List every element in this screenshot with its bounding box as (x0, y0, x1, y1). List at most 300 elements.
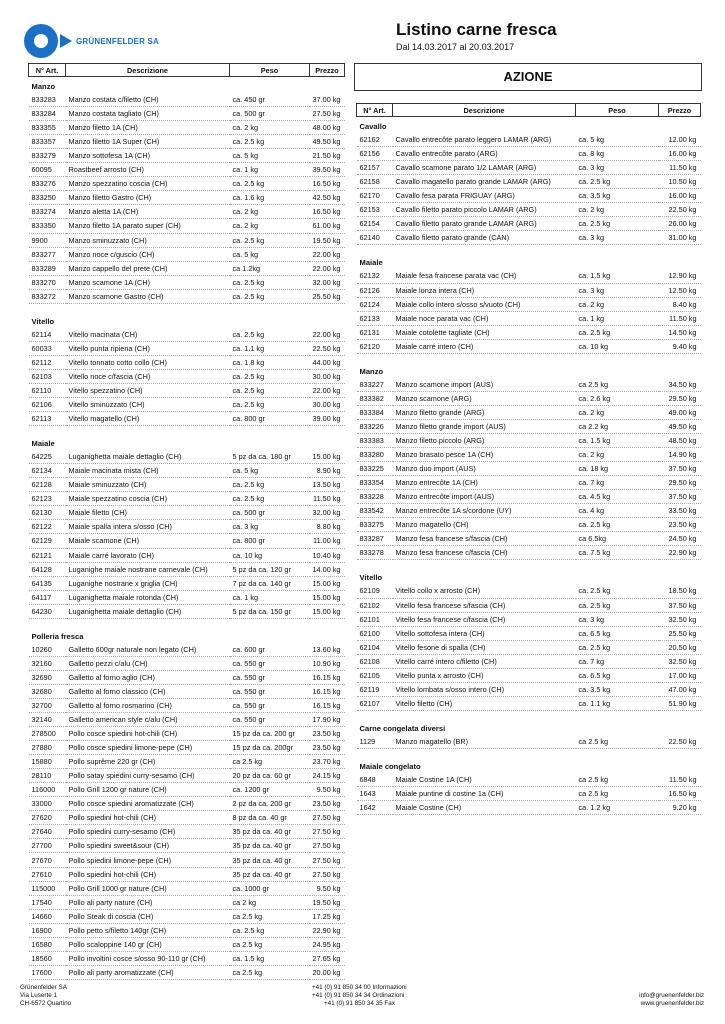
table-row (357, 448, 701, 462)
price: 37.50 kg (659, 462, 701, 476)
article-number: 833354 (357, 476, 393, 490)
table-row (29, 684, 345, 698)
article-number: 62132 (357, 269, 393, 283)
price: 51.90 kg (659, 696, 701, 710)
description: Vitello sminuzzato (CH) (66, 398, 230, 412)
table-row (29, 797, 345, 811)
description: Vitello noce c/fascia (CH) (66, 369, 230, 383)
table-row (357, 640, 701, 654)
price: 49.00 kg (659, 405, 701, 419)
table-row (357, 490, 701, 504)
article-number: 833279 (29, 149, 66, 163)
price: 11.50 kg (310, 492, 345, 506)
table-row (29, 412, 345, 426)
weight: ca. 3 kg (576, 231, 659, 245)
article-number: 14660 (29, 909, 66, 923)
description: Maiale spalla intera s/osso (CH) (66, 520, 230, 534)
weight: ca. 1.8 kg (230, 355, 310, 369)
price: 26.00 kg (659, 217, 701, 231)
article-number: 62103 (29, 369, 66, 383)
price: 27.50 kg (310, 107, 345, 121)
weight: ca. 1 kg (230, 590, 310, 604)
description: Manzo scamone 1A (CH) (66, 275, 230, 289)
table-row (29, 191, 345, 205)
col-prezzo: Prezzo (310, 64, 345, 77)
article-number: 62102 (357, 598, 393, 612)
price: 49.50 kg (310, 135, 345, 149)
description: Pollo cosce spiedini hot-chili (CH) (66, 727, 230, 741)
section-header (29, 434, 345, 450)
article-number: 833384 (357, 405, 393, 419)
description: Manzo fesa francese s/fascia (CH) (393, 532, 576, 546)
description: Cavallo fesa parata FRIGUAY (ARG) (393, 189, 576, 203)
table-row (357, 433, 701, 447)
weight: ca. 800 gr (230, 412, 310, 426)
table-row (357, 654, 701, 668)
article-number: 32140 (29, 713, 66, 727)
price: 22.00 kg (310, 328, 345, 342)
price: 27.50 kg (310, 853, 345, 867)
article-number: 833287 (357, 532, 393, 546)
description: Manzo filetto piccolo (ARG) (393, 433, 576, 447)
table-row (357, 325, 701, 339)
weight: ca. 2 kg (230, 205, 310, 219)
price: 22.50 kg (310, 341, 345, 355)
table-row (29, 656, 345, 670)
description: Maiale lonza intera (CH) (393, 283, 576, 297)
article-number: 64135 (29, 576, 66, 590)
price: 22.50 kg (659, 735, 701, 749)
description: Maiale filetto (CH) (66, 506, 230, 520)
price: 32.50 kg (659, 612, 701, 626)
description: Manzo sottofesa 1A (CH) (66, 149, 230, 163)
article-number: 62131 (357, 325, 393, 339)
description: Manzo entrecôte import (AUS) (393, 490, 576, 504)
azione-header: AZIONE (354, 63, 702, 91)
price: 22.00 kg (310, 247, 345, 261)
table-row (357, 311, 701, 325)
table-row (29, 219, 345, 233)
weight: ca. 2 kg (576, 448, 659, 462)
weight: 7 pz da ca. 140 gr (230, 576, 310, 590)
weight: ca. 2.5 kg (230, 177, 310, 191)
price: 29.50 kg (659, 391, 701, 405)
article-number: 64230 (29, 604, 66, 618)
price: 22.90 kg (659, 546, 701, 560)
price: 42.50 kg (310, 191, 345, 205)
description: Maiale carré intero (CH) (393, 339, 576, 353)
article-number: 62106 (29, 398, 66, 412)
price: 19.50 kg (310, 233, 345, 247)
description: Luganighe maiale nostrane carnevale (CH) (66, 562, 230, 576)
description: Galletto 600gr naturale non legato (CH) (66, 643, 230, 657)
description: Manzo aletta 1A (CH) (66, 205, 230, 219)
right-price-table (356, 103, 701, 815)
section-spacer (357, 710, 701, 719)
weight: 2 pz da ca. 200 gr (230, 797, 310, 811)
table-row (29, 233, 345, 247)
article-number: 60033 (29, 341, 66, 355)
price: 49.50 kg (659, 419, 701, 433)
weight: ca. 2.5 kg (230, 233, 310, 247)
price: 44.00 kg (310, 355, 345, 369)
weight: ca. 1000 gr (230, 881, 310, 895)
weight: ca 2.5 kg (230, 755, 310, 769)
price: 12.00 kg (659, 133, 701, 147)
description: Vitello filetto (CH) (393, 696, 576, 710)
article-number: 833272 (29, 289, 66, 303)
price: 32.00 kg (310, 506, 345, 520)
description: Luganighetta maiale rotonda (CH) (66, 590, 230, 604)
table-row (29, 93, 345, 107)
weight: ca 1.2kg (230, 261, 310, 275)
article-number: 64128 (29, 562, 66, 576)
article-number: 1642 (357, 801, 393, 815)
price: 14.50 kg (659, 325, 701, 339)
weight: ca. 2 kg (230, 219, 310, 233)
description: Manzo costata c/filetto (CH) (66, 93, 230, 107)
weight: ca. 1.2 kg (576, 801, 659, 815)
weight: ca. 550 gr (230, 713, 310, 727)
weight: ca. 2.5 kg (230, 289, 310, 303)
section-spacer (357, 245, 701, 254)
price: 48.50 kg (659, 433, 701, 447)
article-number: 833280 (357, 448, 393, 462)
weight: ca. 2.5 kg (230, 492, 310, 506)
article-number: 62123 (29, 492, 66, 506)
price: 14.00 kg (310, 562, 345, 576)
article-number: 27670 (29, 853, 66, 867)
footer-phones (312, 984, 407, 1008)
weight: ca. 1.1 kg (230, 341, 310, 355)
table-row (29, 492, 345, 506)
description: Vitello sottofesa intera (CH) (393, 626, 576, 640)
table-row (29, 811, 345, 825)
price: 16.15 kg (310, 684, 345, 698)
price: 16.00 kg (659, 147, 701, 161)
table-row (357, 419, 701, 433)
description: Cavallo filetto parato piccolo LAMAR (ARG) (393, 203, 576, 217)
article-number: 62120 (357, 339, 393, 353)
article-number: 833355 (29, 121, 66, 135)
price: 30.00 kg (310, 398, 345, 412)
price: 11.00 kg (310, 534, 345, 548)
section-title: Manzo (31, 82, 56, 92)
weight: ca. 2.5 kg (230, 135, 310, 149)
table-row (357, 584, 701, 598)
description: Pollo spiedini curry-sesamo (CH) (66, 825, 230, 839)
weight: 35 pz da ca. 40 gr (230, 867, 310, 881)
article-number: 6848 (357, 773, 393, 787)
description: Maiale sminuzzato (CH) (66, 478, 230, 492)
page-title: Listino carne fresca (396, 20, 557, 39)
article-number: 62128 (29, 478, 66, 492)
description: Luganighetta maiale dettaglio (CH) (66, 450, 230, 464)
article-number: 32690 (29, 670, 66, 684)
description: Manzo scamone import (AUS) (393, 378, 576, 392)
weight: ca. 4.5 kg (576, 490, 659, 504)
table-row (29, 478, 345, 492)
table-row (29, 698, 345, 712)
table-row (357, 339, 701, 353)
table-row (29, 398, 345, 412)
description: Manzo entrecôte 1A s/cordone (UY) (393, 504, 576, 518)
description: Vitello macinata (CH) (66, 328, 230, 342)
article-number: 62119 (357, 682, 393, 696)
article-number: 32680 (29, 684, 66, 698)
description: Maiale Costine 1A (CH) (393, 773, 576, 787)
price: 16.15 kg (310, 670, 345, 684)
table-row (357, 283, 701, 297)
table-row (357, 787, 701, 801)
article-number: 62154 (357, 217, 393, 231)
table-row (357, 231, 701, 245)
table-row (29, 135, 345, 149)
table-row (29, 275, 345, 289)
article-number: 15880 (29, 755, 66, 769)
description: Vitello punta x arrosto (CH) (393, 668, 576, 682)
weight: ca. 550 gr (230, 684, 310, 698)
article-number: 833270 (29, 275, 66, 289)
table-row (29, 261, 345, 275)
description: Roastbeef arrosto (CH) (66, 163, 230, 177)
weight: ca. 2.5 kg (576, 598, 659, 612)
table-row (29, 937, 345, 951)
table-row (29, 909, 345, 923)
section-header (29, 77, 345, 94)
table-row (29, 450, 345, 464)
table-row (29, 727, 345, 741)
description: Vitello fesa francese s/fascia (CH) (393, 598, 576, 612)
description: Pollo ali party nature (CH) (66, 895, 230, 909)
table-row (29, 853, 345, 867)
weight: ca. 3 kg (576, 612, 659, 626)
table-row (29, 783, 345, 797)
article-number: 833276 (29, 177, 66, 191)
description: Maiale spezzatino coscia (CH) (66, 492, 230, 506)
description: Vitello collo x arrosto (CH) (393, 584, 576, 598)
section-spacer (357, 560, 701, 569)
table-row (357, 405, 701, 419)
table-row (357, 189, 701, 203)
weight: ca. 2 kg (576, 203, 659, 217)
price: 9.50 kg (310, 783, 345, 797)
table-row (29, 825, 345, 839)
price: 22.00 kg (310, 383, 345, 397)
price: 24.15 kg (310, 769, 345, 783)
weight: ca. 3 kg (576, 161, 659, 175)
weight: ca. 2.5 kg (576, 640, 659, 654)
article-number: 62109 (357, 584, 393, 598)
footer-email[interactable]: info@gruenenfelder.biz (639, 992, 704, 999)
description: Pollo spiedini hot-chili (CH) (66, 811, 230, 825)
footer-phone-line: +41 (0) 91 850 34 35 Fax (324, 1000, 395, 1007)
description: Manzo filetto 1A parato super (CH) (66, 219, 230, 233)
weight: ca. 2.5 kg (230, 275, 310, 289)
weight: ca 2.5 kg (576, 735, 659, 749)
article-number: 62121 (29, 548, 66, 562)
table-row (29, 965, 345, 979)
table-row (357, 626, 701, 640)
article-number: 62133 (357, 311, 393, 325)
weight: ca. 800 gr (230, 534, 310, 548)
weight: 8 pz da ca. 40 gr (230, 811, 310, 825)
description: Vitello punta ripiena (CH) (66, 341, 230, 355)
article-number: 18560 (29, 951, 66, 965)
weight: ca. 600 gr (230, 643, 310, 657)
description: Pollo scaloppine 140 gr (CH) (66, 937, 230, 951)
weight: 5 pz da ca. 180 gr (230, 450, 310, 464)
weight: 20 pz da ca. 60 gr (230, 769, 310, 783)
price: 23.50 kg (310, 797, 345, 811)
col-peso: Peso (230, 64, 310, 77)
col-art: N° Art. (29, 64, 66, 77)
article-number: 16900 (29, 923, 66, 937)
table-row (29, 177, 345, 191)
weight: ca. 550 gr (230, 670, 310, 684)
price: 11.50 kg (659, 773, 701, 787)
article-number: 278500 (29, 727, 66, 741)
weight: ca. 2.5 kg (576, 584, 659, 598)
col-desc: Descrizione (66, 64, 230, 77)
price: 30.00 kg (310, 369, 345, 383)
table-row (29, 769, 345, 783)
article-number: 833226 (357, 419, 393, 433)
table-row (357, 161, 701, 175)
section-title: Vitello (31, 316, 55, 326)
price: 32.50 kg (659, 654, 701, 668)
price: 8.80 kg (310, 520, 345, 534)
table-row (357, 462, 701, 476)
weight: ca 2.5 kg (576, 378, 659, 392)
price: 13.50 kg (310, 478, 345, 492)
table-row (357, 504, 701, 518)
description: Manzo cappello del prete (CH) (66, 261, 230, 275)
description: Cavallo filetto parato grande LAMAR (ARG) (393, 217, 576, 231)
table-row (357, 735, 701, 749)
weight: ca. 1.5 kg (576, 269, 659, 283)
price: 15.00 kg (310, 450, 345, 464)
article-number: 833227 (357, 378, 393, 392)
price: 15.00 kg (310, 590, 345, 604)
weight: ca. 3 kg (230, 520, 310, 534)
article-number: 16580 (29, 937, 66, 951)
table-row (357, 668, 701, 682)
price: 27.50 kg (310, 811, 345, 825)
article-number: 64225 (29, 450, 66, 464)
description: Vitello fesone di spalla (CH) (393, 640, 576, 654)
price: 14.90 kg (659, 448, 701, 462)
table-row (357, 217, 701, 231)
footer-company-line: Grünenfelder SA (20, 984, 67, 991)
article-number: 833382 (357, 391, 393, 405)
weight: ca. 2 kg (576, 297, 659, 311)
description: Vitello spezzatino (CH) (66, 383, 230, 397)
footer-website[interactable]: www.gruenenfelder.biz (640, 1000, 704, 1007)
price: 24.95 kg (310, 937, 345, 951)
price: 29.50 kg (659, 476, 701, 490)
price: 10.50 kg (659, 175, 701, 189)
article-number: 62126 (357, 283, 393, 297)
left-price-table (28, 63, 345, 980)
section-spacer (29, 426, 345, 435)
table-row (29, 562, 345, 576)
article-number: 62108 (357, 654, 393, 668)
description: Galletto al forno classico (CH) (66, 684, 230, 698)
table-row (357, 532, 701, 546)
weight: ca. 3.5 kg (576, 682, 659, 696)
description: Maiale noce parata vac (CH) (393, 311, 576, 325)
article-number: 833350 (29, 219, 66, 233)
description: Pollo suprême 220 gr (CH) (66, 755, 230, 769)
article-number: 833542 (357, 504, 393, 518)
weight: ca. 500 gr (230, 107, 310, 121)
description: Vitello lombata s/osso intero (CH) (393, 682, 576, 696)
price: 16.50 kg (659, 787, 701, 801)
weight: ca. 2.5 kg (576, 217, 659, 231)
description: Cavallo entrecôte parato leggero LAMAR (ARG) (393, 133, 576, 147)
table-row (29, 576, 345, 590)
article-number: 62140 (357, 231, 393, 245)
price: 24.50 kg (659, 532, 701, 546)
weight: ca. 7 kg (576, 476, 659, 490)
weight: ca. 1 kg (576, 311, 659, 325)
article-number: 62113 (29, 412, 66, 426)
weight: ca 2.5 kg (576, 773, 659, 787)
article-number: 62156 (357, 147, 393, 161)
article-number: 62107 (357, 696, 393, 710)
section-header (357, 568, 701, 584)
price: 9.20 kg (659, 801, 701, 815)
table-row (29, 464, 345, 478)
description: Manzo filetto grande import (AUS) (393, 419, 576, 433)
weight: ca. 8 kg (576, 147, 659, 161)
description: Manzo filetto grande (ARG) (393, 405, 576, 419)
price: 61.00 kg (310, 219, 345, 233)
price: 20.50 kg (659, 640, 701, 654)
article-number: 62110 (29, 383, 66, 397)
table-row (29, 289, 345, 303)
table-row (29, 643, 345, 657)
price: 19.50 kg (310, 895, 345, 909)
weight: ca. 18 kg (576, 462, 659, 476)
section-header (357, 253, 701, 269)
price: 22.90 kg (310, 923, 345, 937)
article-number: 833289 (29, 261, 66, 275)
weight: ca. 5 kg (230, 464, 310, 478)
table-row (29, 713, 345, 727)
description: Maiale Costine (CH) (393, 801, 576, 815)
weight: ca. 2.6 kg (576, 391, 659, 405)
table-row (29, 548, 345, 562)
article-number: 833284 (29, 107, 66, 121)
article-number: 833250 (29, 191, 66, 205)
description: Manzo noce c/guscio (CH) (66, 247, 230, 261)
weight: ca. 4 kg (576, 504, 659, 518)
price: 33.50 kg (659, 504, 701, 518)
price: 27.50 kg (310, 867, 345, 881)
table-row (357, 598, 701, 612)
weight: ca. 2.5 kg (230, 923, 310, 937)
article-number: 27700 (29, 839, 66, 853)
table-row (357, 612, 701, 626)
table-row (29, 205, 345, 219)
section-title: Polleria fresca (31, 631, 84, 641)
article-number: 62134 (29, 464, 66, 478)
description: Pollo cosce spiedini aromatizzate (CH) (66, 797, 230, 811)
description: Manzo filetto 1A Super (CH) (66, 135, 230, 149)
table-row (357, 203, 701, 217)
